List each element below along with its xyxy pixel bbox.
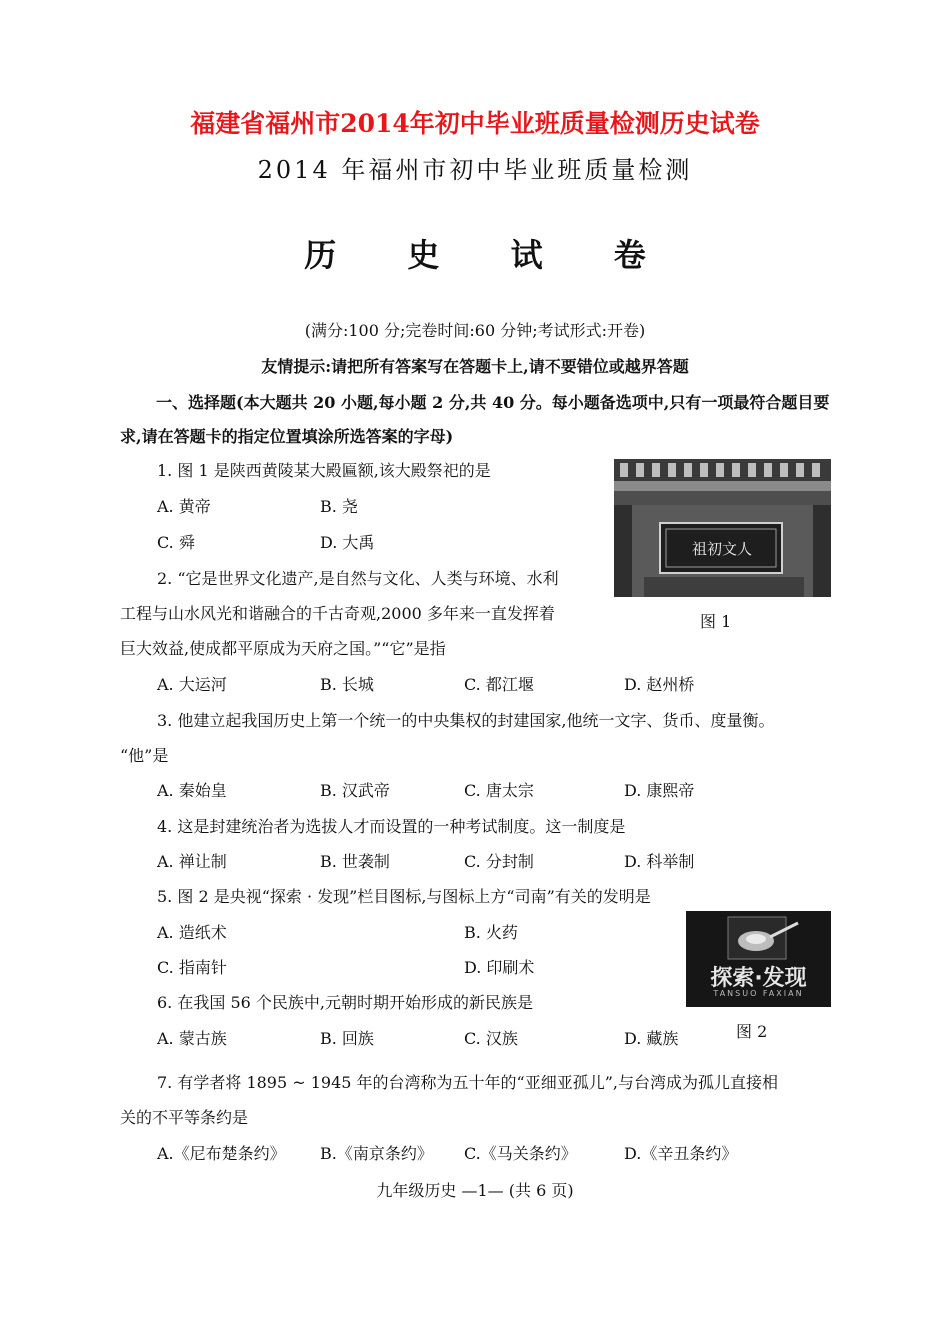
q2-stem-line2: 工程与山水风光和谐融合的千古奇观,2000 多年来一直发挥着	[120, 604, 555, 623]
q5-option-b: B. 火药	[464, 923, 518, 942]
logo-title: 探索·发现	[710, 966, 807, 991]
section-heading: 一、选择题(本大题共 20 小题,每小题 2 分,共 40 分。每小题备选项中,只有一项最符合题目要求,请在答题卡的指定位置填涂所选答案的字母)	[120, 393, 830, 446]
q5-option-d: D. 印刷术	[464, 958, 535, 977]
q4-option-d: D. 科举制	[624, 852, 695, 871]
q5-stem: 5. 图 2 是央视“探索 · 发现”栏目图标,与图标上方“司南”有关的发明是	[157, 887, 651, 906]
q1-option-c: C. 舜	[157, 533, 195, 552]
exam-subtitle: 2014 年福州市初中毕业班质量检测	[257, 156, 693, 184]
q1-stem: 1. 图 1 是陕西黄陵某大殿匾额,该大殿祭祀的是	[157, 461, 491, 480]
page-footer: 九年级历史 —1— (共 6 页)	[376, 1181, 574, 1200]
q4-option-c: C. 分封制	[464, 852, 534, 871]
q6-stem: 6. 在我国 56 个民族中,元朝时期开始形成的新民族是	[157, 993, 533, 1012]
exam-meta: (满分:100 分;完卷时间:60 分钟;考试形式:开卷)	[304, 321, 646, 340]
q6-option-b: B. 回族	[320, 1029, 374, 1048]
q1-option-b: B. 尧	[320, 497, 358, 516]
q7-option-c: C.《马关条约》	[464, 1144, 577, 1163]
q2-option-a: A. 大运河	[157, 675, 227, 694]
q6-option-a: A. 蒙古族	[157, 1029, 227, 1048]
q2-stem-line1: 2. “它是世界文化遗产,是自然与文化、人类与环境、水利	[157, 569, 559, 588]
q7-option-a: A.《尼布楚条约》	[157, 1144, 286, 1163]
q2-option-b: B. 长城	[320, 675, 374, 694]
q3-option-d: D. 康熙帝	[624, 781, 695, 800]
figure-1-caption: 图 1	[700, 612, 732, 631]
temple-plaque-photo	[614, 459, 831, 597]
plaque-text: 人文初祖	[691, 540, 752, 558]
q3-stem-line1: 3. 他建立起我国历史上第一个统一的中央集权的封建国家,他统一文字、货币、度量衡。	[157, 711, 775, 730]
q4-option-a: A. 禅让制	[157, 852, 227, 871]
q5-option-c: C. 指南针	[157, 958, 227, 977]
q3-option-c: C. 唐太宗	[464, 781, 534, 800]
q1-option-a: A. 黄帝	[157, 497, 211, 516]
q7-stem-line2: 关的不平等条约是	[120, 1108, 249, 1127]
figure-2-image	[686, 911, 831, 1007]
q6-option-c: C. 汉族	[464, 1029, 518, 1048]
q1-option-d: D. 大禹	[320, 533, 375, 552]
q3-option-a: A. 秦始皇	[157, 781, 227, 800]
q3-option-b: B. 汉武帝	[320, 781, 390, 800]
q2-option-c: C. 都江堰	[464, 675, 534, 694]
q5-option-a: A. 造纸术	[157, 923, 227, 942]
q7-stem-line1: 7. 有学者将 1895 ~ 1945 年的台湾称为五十年的“亚细亚孤儿”,与台湾成为孤儿直接相	[157, 1073, 778, 1092]
q6-option-d: D. 藏族	[624, 1029, 679, 1048]
document-title: 福建省福州市2014年初中毕业班质量检测历史试卷	[190, 109, 760, 138]
logo-subtitle: TANSUO FAXIAN	[713, 989, 804, 998]
q7-option-b: B.《南京条约》	[320, 1144, 433, 1163]
q2-option-d: D. 赵州桥	[624, 675, 695, 694]
figure-1-image	[614, 459, 831, 597]
figure-2-caption: 图 2	[736, 1022, 768, 1041]
q3-stem-line2: “他”是	[120, 746, 169, 765]
q4-option-b: B. 世袭制	[320, 852, 390, 871]
q7-option-d: D.《辛丑条约》	[624, 1144, 738, 1163]
q4-stem: 4. 这是封建统治者为选拔人才而设置的一种考试制度。这一制度是	[157, 817, 626, 836]
paper-title: 历 史 试 卷	[304, 236, 676, 274]
exam-tip: 友情提示:请把所有答案写在答题卡上,请不要错位或越界答题	[261, 357, 689, 376]
q2-stem-line3: 巨大效益,使成都平原成为天府之国。”“它”是指	[120, 639, 446, 658]
